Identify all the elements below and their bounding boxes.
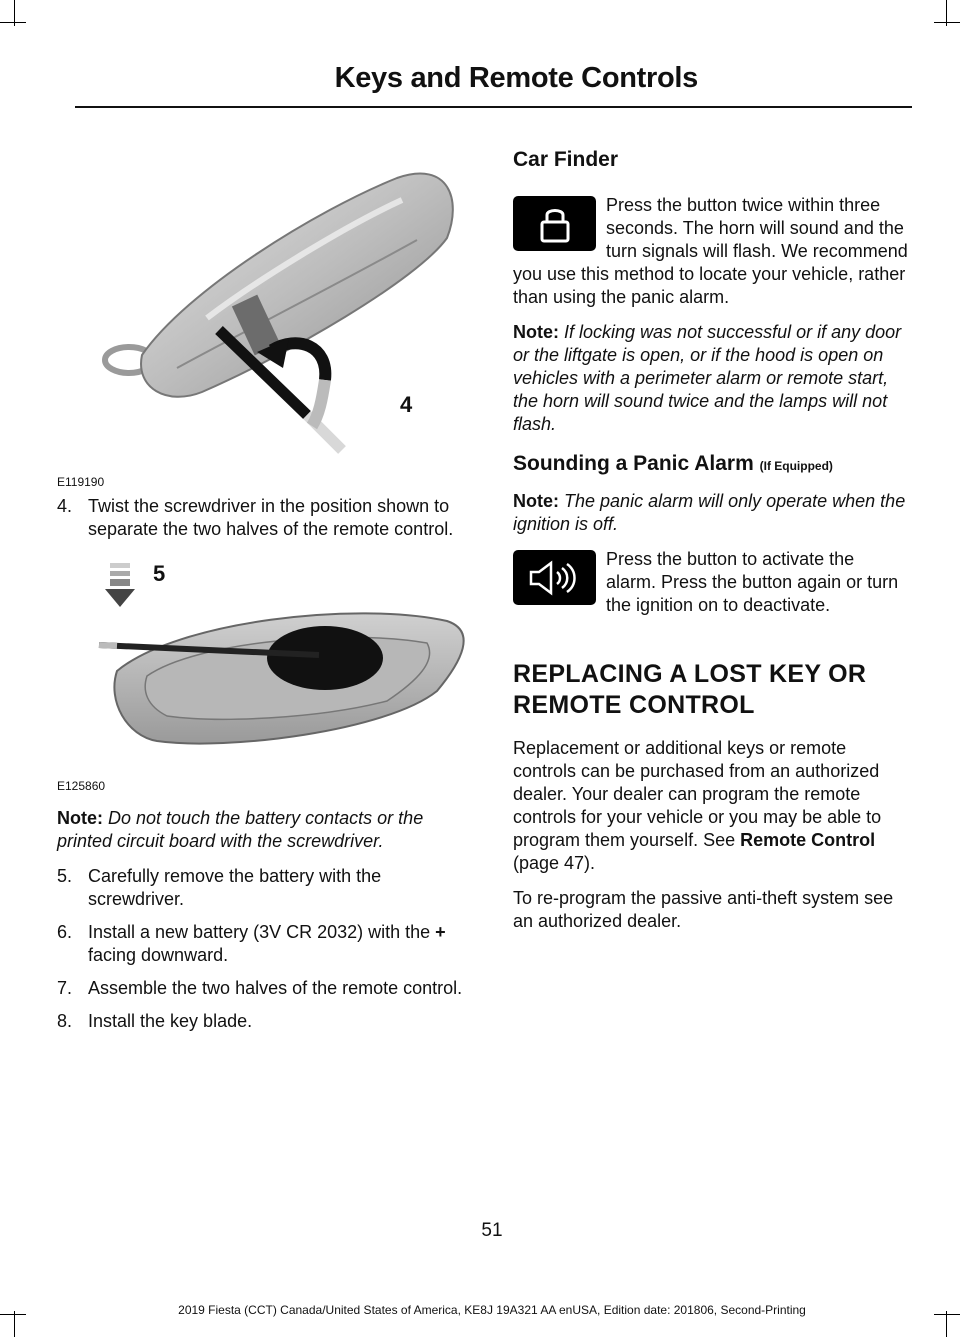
note-battery: Note: Do not touch the battery contacts or the printed circuit board with the screwdriver. [57,808,424,851]
replacing-key-text: Replacement or additional keys or remote controls can be purchased from an authorized dealer. Your dealer can program the remote controls for your vehicle or you may be able to program them yourself. See Remote Control (page 47). [513,738,882,873]
car-finder-note: Note: If locking was not successful or if any door or the liftgate is open, or if the hood is open on vehicles with a perimeter alarm or remote start, the horn will sound twice and the lamps will not flash. [513,322,902,434]
page-number: 51 [481,1220,503,1241]
figure-code: E119190 [57,475,105,489]
crop-mark [0,22,26,23]
panic-alarm-heading: Sounding a Panic Alarm (If Equipped) [513,452,833,475]
step-list-4 [57,495,477,541]
list-item: 8. Install the key blade. [57,1011,253,1031]
reprogram-text: To re-program the passive anti-theft system see an authorized dealer. [513,888,894,931]
step-list [57,865,477,1033]
remote-control-link[interactable]: Remote Control [740,830,876,850]
panic-alarm-block [513,548,908,629]
lock-icon [513,196,596,251]
car-finder-text: Press the button twice within three seconds. The horn will sound and the turn signals will flash. We recommend you use this method to locate your vehicle, rather than using the panic alarm. [513,195,908,307]
car-finder-heading: Car Finder [513,148,619,171]
remote-twist-illustration [57,130,477,470]
speaker-icon [513,550,596,605]
figure-step-label: 4 [400,392,413,417]
crop-mark [934,22,960,23]
footer-text: 2019 Fiesta (CCT) Canada/United States of America, KE8J 19A321 AA enUSA, Edition date: 201806, Second-Printing [178,1303,806,1317]
panic-alarm-note: Note: The panic alarm will only operate when the ignition is off. [513,491,906,534]
header-rule [75,106,912,108]
figure-remove-battery [57,551,477,799]
replacing-key-heading: REPLACING A LOST KEY OR REMOTE CONTROL [513,660,867,719]
figure-code: E125860 [57,779,106,793]
list-item: 4. Twist the screwdriver in the position shown to separate the two halves of the remote control. [57,496,454,539]
page-title: Keys and Remote Controls [334,62,698,94]
list-item: 7. Assemble the two halves of the remote control. [57,978,463,998]
left-column [57,130,477,1043]
figure-twist-screwdriver [57,130,477,495]
car-finder-block [513,194,908,321]
right-column [513,130,908,945]
figure-step-label: 5 [153,561,166,586]
list-item: 6. Install a new battery (3V CR 2032) with the + facing downward. [57,922,446,965]
list-item: 5. Carefully remove the battery with the screwdriver. [57,866,382,909]
panic-alarm-text: Press the button to activate the alarm. Press the button again or turn the ignition on to deactivate. [606,549,899,615]
remote-battery-illustration [57,551,477,771]
